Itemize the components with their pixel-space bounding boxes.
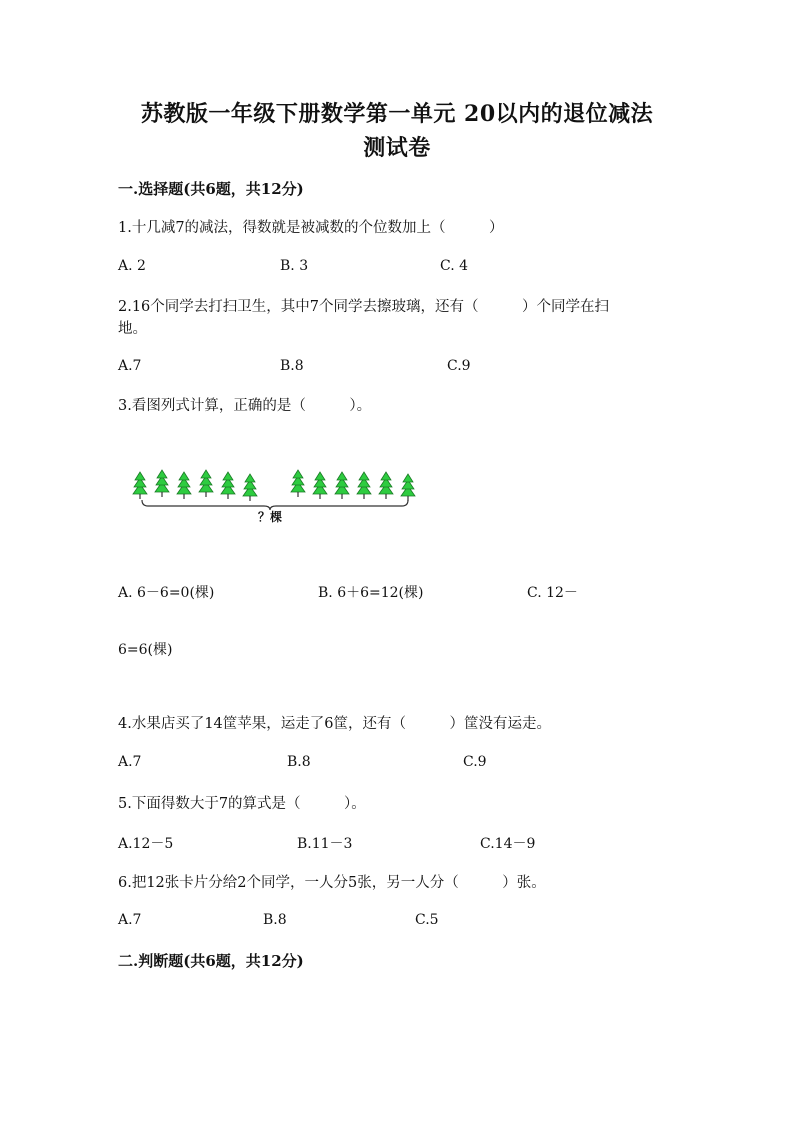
q5-option-c[interactable]: C.14－9	[480, 836, 536, 852]
q2-option-a[interactable]: A.7	[118, 358, 142, 374]
q4-option-a[interactable]: A.7	[118, 754, 142, 770]
q1-option-c[interactable]: C. 4	[440, 258, 469, 274]
tree-icon	[357, 472, 371, 499]
q3-option-b[interactable]: B. 6＋6=12(棵)	[318, 585, 424, 601]
q6-option-a[interactable]: A.7	[118, 912, 142, 928]
q2-text-line1: 2.16个同学去打扫卫生，其中7个同学去擦玻璃，还有（ ）个同学在扫	[118, 299, 610, 315]
tree-icon	[155, 470, 169, 497]
q1-option-b[interactable]: B. 3	[280, 258, 309, 274]
q6-text: 6.把12张卡片分给2个同学，一人分5张，另一人分（ ）张。	[118, 875, 546, 891]
q4-option-b[interactable]: B.8	[287, 754, 311, 770]
tree-icon	[199, 470, 213, 497]
q4-option-c[interactable]: C.9	[463, 754, 487, 770]
q4-text: 4.水果店买了14筐苹果，运走了6筐，还有（ ）筐没有运走。	[118, 716, 552, 732]
tree-icon	[221, 472, 235, 499]
q5-text: 5.下面得数大于7的算式是（ ）。	[118, 796, 366, 812]
tree-group	[133, 470, 415, 501]
q1-option-a[interactable]: A. 2	[118, 258, 146, 274]
tree-icon	[379, 472, 393, 499]
tree-icon	[177, 472, 191, 499]
doc-title-line1: 苏教版一年级下册数学第一单元 20以内的退位减法	[140, 101, 654, 127]
q6-option-c[interactable]: C.5	[415, 912, 439, 928]
q5-option-b[interactable]: B.11－3	[297, 836, 353, 852]
section2-heading: 二.判断题(共6题，共12分)	[118, 952, 304, 970]
q2-option-c[interactable]: C.9	[447, 358, 471, 374]
doc-title-line2: 测试卷	[363, 135, 431, 161]
q1-text: 1.十几减7的减法，得数就是被减数的个位数加上（ ）	[118, 220, 504, 236]
tree-icon	[243, 474, 257, 501]
section1-heading: 一.选择题(共6题，共12分)	[118, 180, 304, 198]
q3-option-a[interactable]: A. 6－6=0(棵)	[118, 585, 215, 601]
q3-option-c-wrap: 6=6(棵)	[118, 642, 173, 658]
q3-option-c[interactable]: C. 12－	[527, 585, 578, 601]
tree-icon	[313, 472, 327, 499]
tree-icon	[133, 472, 147, 499]
q3-text: 3.看图列式计算，正确的是（ ）。	[118, 398, 372, 414]
tree-icon	[335, 472, 349, 499]
tree-icon	[291, 470, 305, 497]
q2-text-line2: 地。	[118, 321, 147, 337]
q5-option-a[interactable]: A.12－5	[118, 836, 174, 852]
figure-label: ？棵	[258, 510, 283, 524]
q2-option-b[interactable]: B.8	[280, 358, 304, 374]
q6-option-b[interactable]: B.8	[263, 912, 287, 928]
tree-icon	[401, 474, 415, 501]
